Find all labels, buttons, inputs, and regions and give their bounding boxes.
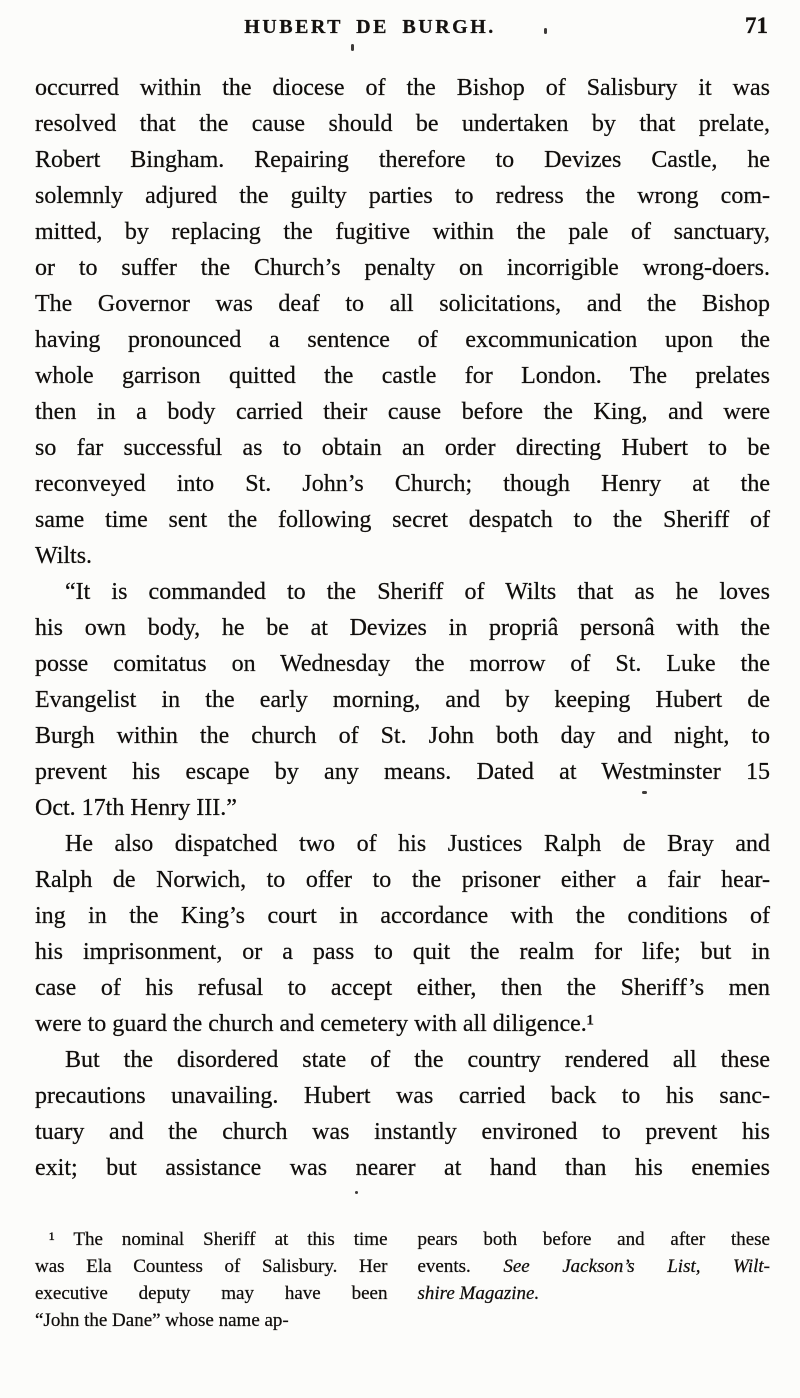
text-line: precautions unavailing. Hubert was carried back to his sanc- — [35, 1083, 770, 1109]
text-line: occurred within the diocese of the Bishop of Salisbury it was — [35, 75, 770, 101]
footnote-text-roman: events. — [417, 1256, 504, 1277]
footnote-line: pears both before and after these — [417, 1229, 770, 1250]
text-line: or to suffer the Church’s penalty on incorrigible wrong-doers. — [35, 255, 770, 281]
text-line: whole garrison quitted the castle for London. The prelates — [35, 363, 770, 389]
text-line: having pronounced a sentence of excommunication upon the — [35, 327, 770, 353]
text-line: posse comitatus on Wednesday the morrow of St. Luke the — [35, 651, 770, 677]
scan-artifact — [351, 44, 354, 51]
page-body — [35, 70, 770, 1186]
scan-artifact — [544, 28, 547, 34]
text-line: exit; but assistance was nearer at hand than his enemies — [35, 1155, 770, 1181]
footnote-line: executive deputy may have been — [35, 1283, 388, 1304]
text-line: The Governor was deaf to all solicitations, and the Bishop — [35, 291, 770, 317]
text-line: tuary and the church was instantly environed to prevent his — [35, 1119, 770, 1145]
text-line: But the disordered state of the country rendered all these — [65, 1047, 770, 1073]
footnote-citation: shire Magazine. — [417, 1283, 540, 1304]
text-line: his imprisonment, or a pass to quit the realm for life; but in — [35, 939, 770, 965]
text-line: Robert Bingham. Repairing therefore to Devizes Castle, he — [35, 147, 770, 173]
scan-artifact — [642, 791, 647, 794]
text-line: resolved that the cause should be undertaken by that prelate, — [35, 111, 770, 137]
running-header-title: HUBERT DE BURGH. — [244, 16, 496, 38]
scan-artifact — [355, 1191, 358, 1194]
footnote-line: ¹ The nominal Sheriff at this time — [49, 1229, 388, 1250]
running-header — [0, 0, 800, 44]
page-number: 71 — [745, 13, 768, 38]
text-line: “It is commanded to the Sheriff of Wilts that as he loves — [65, 579, 770, 605]
text-line: ing in the King’s court in accordance with the conditions of — [35, 903, 770, 929]
text-line: Ralph de Norwich, to offer to the prisoner either a fair hear- — [35, 867, 770, 893]
text-line: Oct. 17th Henry III.” — [35, 795, 237, 821]
text-line: so far successful as to obtain an order directing Hubert to be — [35, 435, 770, 461]
text-line: Burgh within the church of St. John both day and night, to — [35, 723, 770, 749]
text-line: Wilts. — [35, 543, 93, 569]
footnote-line — [418, 1253, 771, 1280]
footnote-line: was Ela Countess of Salisbury. Her — [35, 1256, 388, 1277]
text-line: Evangelist in the early morning, and by keeping Hubert de — [35, 687, 770, 713]
footnote — [35, 1226, 770, 1334]
text-line: then in a body carried their cause before the King, and were — [35, 399, 770, 425]
text-line: prevent his escape by any means. Dated at Westminster 15 — [35, 759, 770, 785]
text-line: reconveyed into St. John’s Church; though Henry at the — [35, 471, 770, 497]
text-line: were to guard the church and cemetery with all diligence.¹ — [35, 1011, 594, 1037]
text-line: mitted, by replacing the fugitive within the pale of sanctuary, — [35, 219, 770, 245]
footnote-left-column — [35, 1226, 388, 1334]
text-line: solemnly adjured the guilty parties to redress the wrong com- — [35, 183, 770, 209]
text-line: case of his refusal to accept either, then the Sheriff’s men — [35, 975, 770, 1001]
footnote-line: “John the Dane” whose name ap- — [35, 1310, 289, 1331]
text-line: He also dispatched two of his Justices Ralph de Bray and — [65, 831, 770, 857]
text-line: same time sent the following secret despatch to the Sheriff of — [35, 507, 770, 533]
footnote-citation: See Jackson’s List, Wilt- — [503, 1256, 770, 1277]
text-line: his own body, he be at Devizes in propriâ personâ with the — [35, 615, 770, 641]
footnote-right-column — [418, 1226, 771, 1334]
